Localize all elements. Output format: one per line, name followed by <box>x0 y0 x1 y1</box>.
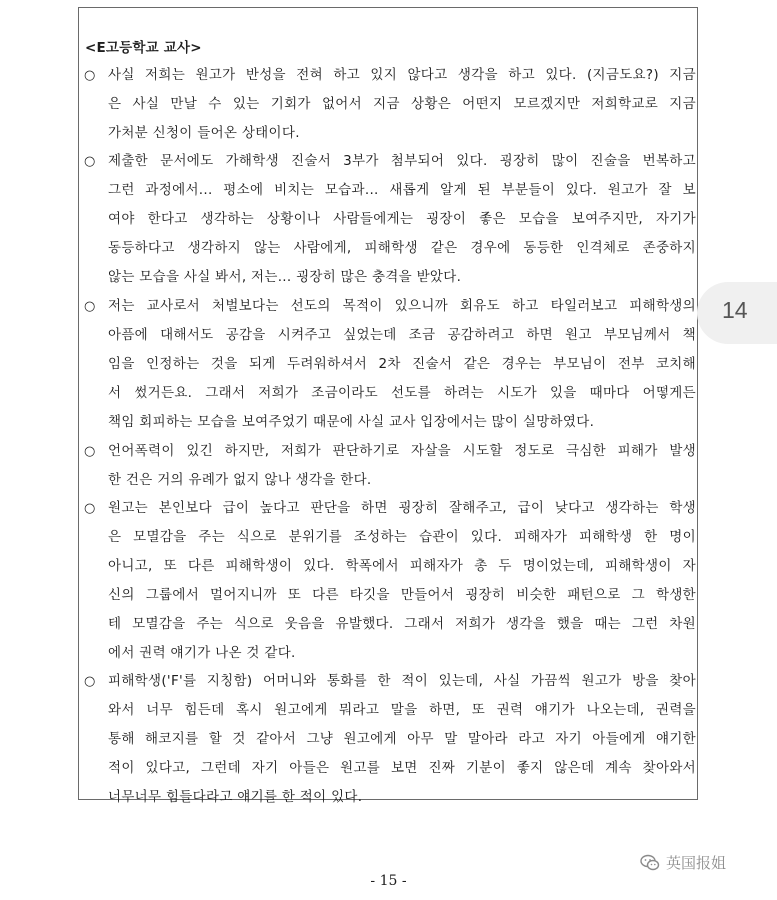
statement-line: 제출한 문서에도 가해학생 진술서 3부가 첨부되어 있다. 굉장히 많이 진술을 번복하고 <box>108 153 696 169</box>
watermark <box>640 852 726 873</box>
statement-line: 에서 권력 얘기가 나온 것 같다. <box>108 645 296 661</box>
statement-text <box>108 494 696 668</box>
statement-line: 언어폭력이 있긴 하지만, 저희가 판단하기로 자살을 시도할 정도로 극심한 피해가 발생 <box>108 443 696 459</box>
statement-line: 너무너무 힘들다라고 얘기를 한 적이 있다. <box>108 789 363 805</box>
statement-line: 은 사실 만날 수 있는 기회가 없어서 지금 상황은 어떤지 모르겠지만 저희학교로 지금 <box>108 96 696 112</box>
statement-line: 사실 저희는 원고가 반성을 전혀 하고 있지 않다고 생각을 하고 있다. (지금도요?) 지금 <box>108 67 696 83</box>
statement-line: 동등하다고 생각하지 않는 사람에게, 피해학생 같은 경우에 동등한 인격체로 존중하지 <box>108 240 696 256</box>
statement-line: 아니고, 또 다른 피해학생이 있다. 학폭에서 피해자가 총 두 명이었는데, 피해학생이 자 <box>108 558 696 574</box>
statement-line: 원고는 본인보다 급이 높다고 판단을 하면 굉장히 잘해주고, 급이 낮다고 생각하는 학생 <box>108 500 696 516</box>
statement-text <box>108 292 696 437</box>
statement-line: 적이 있다고, 그런데 자기 아들은 원고를 보면 진짜 기분이 좋지 않은데 계속 찾아와서 <box>108 760 696 776</box>
statement-line: 않는 모습을 사실 봐서, 저는... 굉장히 많은 충격을 받았다. <box>108 269 462 285</box>
statement-line: 신의 그룹에서 멀어지니까 또 다른 타깃을 만들어서 굉장히 비슷한 패턴으로 그 학생한 <box>108 587 696 603</box>
bullet-marker: ○ <box>84 674 96 689</box>
bullet-marker: ○ <box>84 444 96 459</box>
statement-line: 서 썼거든요. 그래서 저희가 조금이라도 선도를 하려는 시도가 있을 때마다 어떻게든 <box>108 385 696 401</box>
statement-item <box>84 61 696 148</box>
statement-line: 피해학생('F'를 지칭함) 어머니와 통화를 한 적이 있는데, 사실 가끔씩 원고가 방을 찾아 <box>108 673 696 689</box>
statement-line: 테 모멸감을 주는 식으로 웃음을 유발했다. 그래서 저희가 생각을 했을 때는 그런 차원 <box>108 616 696 632</box>
statement-line: 여야 한다고 생각하는 상황이나 사람들에게는 굉장이 좋은 모습을 보여주지만, 자기가 <box>108 211 696 227</box>
statement-text <box>108 147 696 292</box>
bullet-marker: ○ <box>84 299 96 314</box>
bullet-marker: ○ <box>84 501 96 516</box>
page-tab-label: 14 <box>722 297 748 323</box>
statement-line: 가처분 신청이 들어온 상태이다. <box>108 125 300 141</box>
statement-item <box>84 437 696 495</box>
statement-line: 은 모멸감을 주는 식으로 분위기를 조성하는 습관이 있다. 피해자가 피해학생 한 명이 <box>108 529 696 545</box>
statement-item <box>84 494 696 668</box>
statement-line: 저는 교사로서 처벌보다는 선도의 목적이 있으니까 회유도 하고 타일러보고 피해학생의 <box>108 298 696 314</box>
statement-text <box>108 61 696 148</box>
statement-text <box>108 437 696 495</box>
statement-line: 와서 너무 힘든데 혹시 원고에게 뭐라고 말을 하면, 또 권력 얘기가 나오는데, 권력을 <box>108 702 696 718</box>
statement-line: 아픔에 대해서도 공감을 시켜주고 싶었는데 조금 공감하려고 하면 원고 부모님께서 책 <box>108 327 696 343</box>
statement-text <box>108 667 696 812</box>
statement-line: 임을 인정하는 것을 되게 두려워하셔서 2차 진술서 같은 경우는 부모님이 전부 코치해 <box>108 356 696 372</box>
bullet-marker: ○ <box>84 68 96 83</box>
statement-line: 한 건은 거의 유례가 없지 않나 생각을 한다. <box>108 472 372 488</box>
statement-line: 책임 회피하는 모습을 보여주었기 때문에 사실 교사 입장에서는 많이 실망하였다. <box>108 414 595 430</box>
wechat-icon <box>640 854 660 872</box>
statement-item <box>84 147 696 292</box>
watermark-text: 英国报姐 <box>666 854 727 872</box>
page-tab[interactable] <box>697 282 777 344</box>
bullet-marker: ○ <box>84 154 96 169</box>
statement-line: 그런 과정에서... 평소에 비치는 모습과... 새롭게 알게 된 부분들이 있다. 원고가 잘 보 <box>108 182 696 198</box>
statement-item <box>84 667 696 812</box>
page-number: - 15 - <box>370 873 407 889</box>
statement-line: 통해 해코지를 할 것 같아서 그냥 원고에게 아무 말 말아라 라고 자기 아들에게 얘기한 <box>108 731 696 747</box>
section-heading: <E고등학교 교사> <box>85 40 202 56</box>
statement-item <box>84 292 696 437</box>
